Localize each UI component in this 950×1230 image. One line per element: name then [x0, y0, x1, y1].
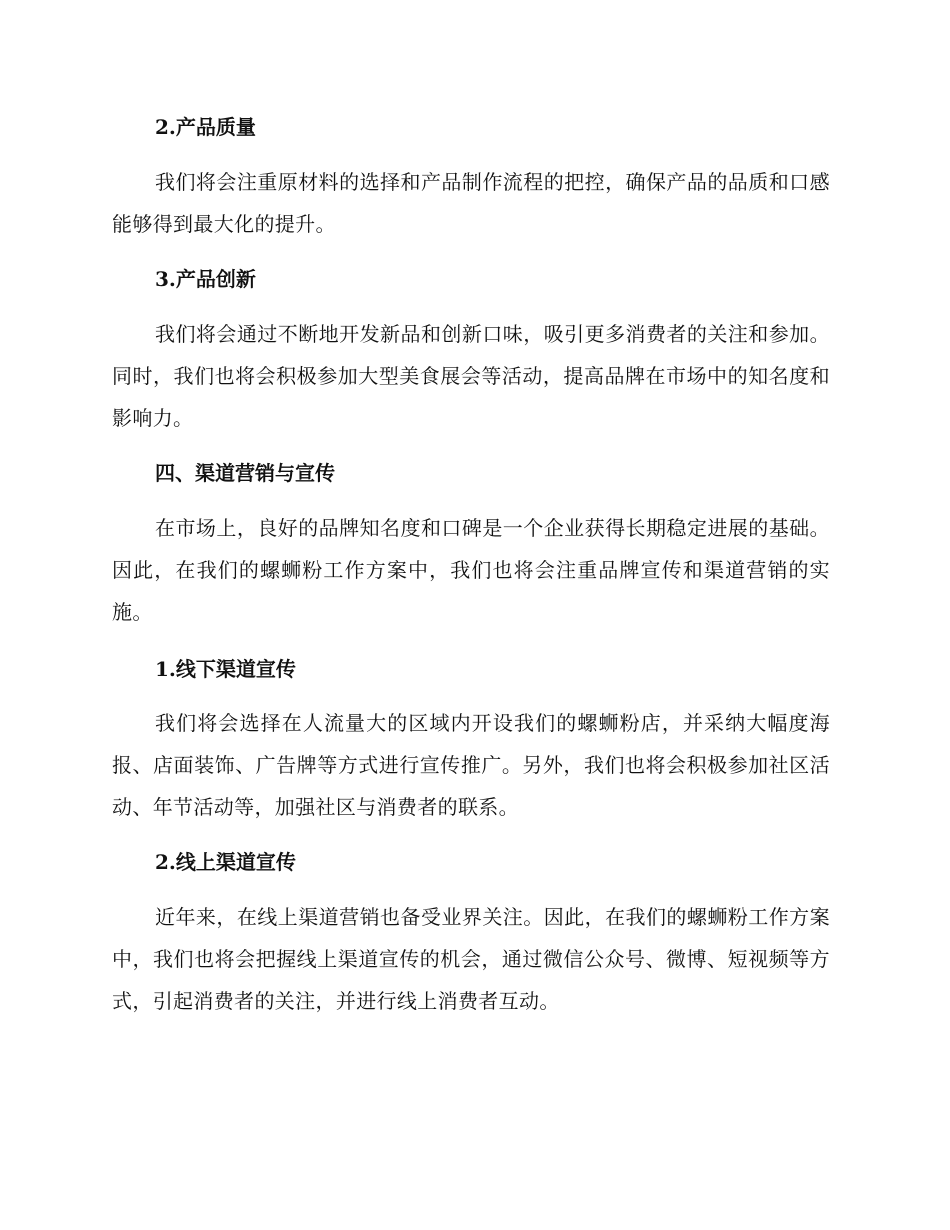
section-paragraph-offline-promotion: 我们将会选择在人流量大的区域内开设我们的螺蛳粉店，并采纳大幅度海报、店面装饰、广告牌等方式进行宣传推广。另外，我们也将会积极参加社区活动、年节活动等，加强社区与消费者的联系。 [112, 711, 830, 819]
section-paragraph-product-innovation: 我们将会通过不断地开发新品和创新口味，吸引更多消费者的关注和参加。同时，我们也将会积极参加大型美食展会等活动，提高品牌在市场中的知名度和影响力。 [112, 322, 830, 430]
section-heading-offline-promotion: 1.线下渠道宣传 [155, 657, 296, 681]
section-heading-product-innovation: 3.产品创新 [155, 267, 256, 291]
section-paragraph-channel-marketing: 在市场上，良好的品牌知名度和口碑是一个企业获得长期稳定进展的基础。因此，在我们的螺蛳粉工作方案中，我们也将会注重品牌宣传和渠道营销的实施。 [112, 516, 830, 624]
section-paragraph-product-quality: 我们将会注重原材料的选择和产品制作流程的把控，确保产品的品质和口感能够得到最大化的提升。 [112, 170, 830, 236]
section-heading-online-promotion: 2.线上渠道宣传 [155, 850, 296, 874]
section-paragraph-online-promotion: 近年来，在线上渠道营销也备受业界关注。因此，在我们的螺蛳粉工作方案中，我们也将会把握线上渠道宣传的机会，通过微信公众号、微博、短视频等方式，引起消费者的关注，并进行线上消费者互动。 [112, 905, 830, 1013]
section-heading-product-quality: 2.产品质量 [155, 115, 256, 139]
section-heading-channel-marketing: 四、渠道营销与宣传 [155, 461, 335, 485]
